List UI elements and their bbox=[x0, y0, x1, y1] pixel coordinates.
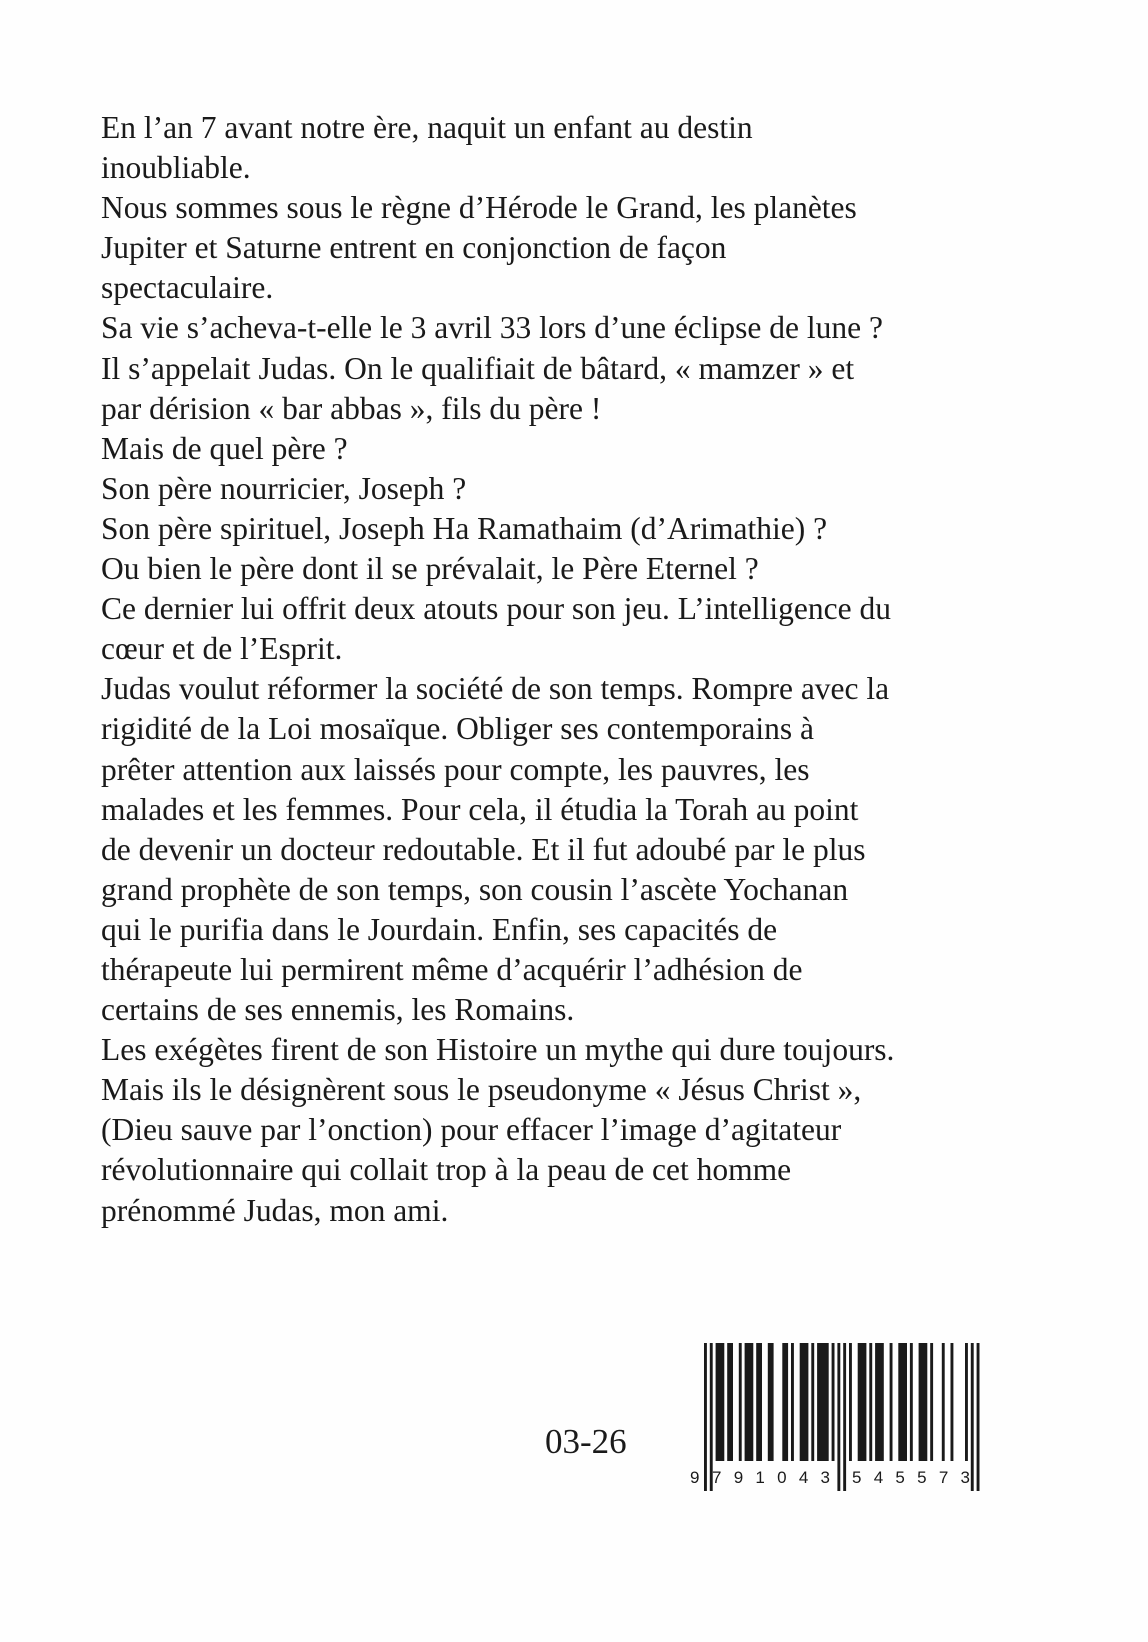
barcode-bar bbox=[930, 1343, 933, 1461]
barcode-guard-bar bbox=[971, 1343, 974, 1491]
blurb-line: Judas voulut réformer la société de son temps. Rompre avec la bbox=[101, 671, 890, 707]
barcode-guard-bar bbox=[843, 1343, 846, 1491]
barcode-bar bbox=[739, 1343, 742, 1461]
blurb-line: spectaculaire. bbox=[101, 270, 274, 306]
barcode-guard-bar bbox=[977, 1343, 980, 1491]
blurb-line: rigidité de la Loi mosaïque. Obliger ses contemporains à bbox=[101, 711, 814, 747]
barcode-guard-bar bbox=[837, 1343, 840, 1491]
barcode-bar bbox=[756, 1343, 762, 1461]
barcode-bar bbox=[727, 1343, 733, 1461]
barcode-left-digits: 791043 bbox=[712, 1468, 830, 1487]
back-cover-blurb bbox=[101, 108, 1121, 1231]
barcode-bar bbox=[817, 1343, 829, 1461]
barcode-lead-digit: 9 bbox=[690, 1468, 700, 1487]
blurb-line: thérapeute lui permirent même d’acquérir l’adhésion de bbox=[101, 951, 803, 987]
blurb-line: inoubliable. bbox=[101, 150, 251, 186]
blurb-line: Son père nourricier, Joseph ? bbox=[101, 470, 467, 506]
blurb-line: cœur et de l’Esprit. bbox=[101, 631, 343, 667]
barcode-bar bbox=[890, 1343, 893, 1461]
barcode-bar bbox=[910, 1343, 913, 1461]
blurb-line: Sa vie s’acheva-t-elle le 3 avril 33 lors d’une éclipse de lune ? bbox=[101, 310, 883, 346]
blurb-line: malades et les femmes. Pour cela, il étudia la Torah au point bbox=[101, 791, 859, 827]
barcode-bar bbox=[768, 1343, 774, 1461]
blurb-line: Nous sommes sous le règne d’Hérode le Grand, les planètes bbox=[101, 190, 857, 226]
barcode-bar bbox=[919, 1343, 928, 1461]
barcode-bar bbox=[791, 1343, 794, 1461]
barcode-bar bbox=[782, 1343, 788, 1461]
blurb-line: de devenir un docteur redoutable. Et il fut adoubé par le plus bbox=[101, 831, 866, 867]
blurb-line: prénommé Judas, mon ami. bbox=[101, 1192, 449, 1228]
blurb-line: prêter attention aux laissés pour compte, les pauvres, les bbox=[101, 751, 810, 787]
blurb-line: certains de ses ennemis, les Romains. bbox=[101, 992, 575, 1028]
barcode-bar bbox=[811, 1343, 814, 1461]
barcode-bar bbox=[716, 1343, 725, 1461]
barcode-right-digits: 545573 bbox=[852, 1468, 970, 1487]
barcode-digits bbox=[690, 1468, 970, 1487]
barcode-bar bbox=[849, 1343, 852, 1461]
barcode-bar bbox=[858, 1343, 867, 1461]
barcode-bar bbox=[942, 1343, 945, 1461]
barcode-bar bbox=[965, 1343, 968, 1461]
isbn-barcode bbox=[690, 1343, 995, 1493]
blurb-line: révolutionnaire qui collait trop à la peau de cet homme bbox=[101, 1152, 792, 1188]
barcode-bar bbox=[869, 1343, 872, 1461]
barcode-bar bbox=[951, 1343, 954, 1461]
barcode-graphic bbox=[690, 1343, 995, 1493]
blurb-line: par dérision « bar abbas », fils du père ! bbox=[101, 390, 602, 426]
blurb-line: (Dieu sauve par l’onction) pour effacer l’image d’agitateur bbox=[101, 1112, 842, 1148]
barcode-bar bbox=[800, 1343, 809, 1461]
blurb-line: Son père spirituel, Joseph Ha Ramathaim (d’Arimathie) ? bbox=[101, 510, 828, 546]
barcode-guard-bar bbox=[704, 1343, 707, 1491]
price-code: 03-26 bbox=[545, 1422, 627, 1461]
blurb-line: En l’an 7 avant notre ère, naquit un enfant au destin bbox=[101, 110, 753, 145]
blurb-line: Ou bien le père dont il se prévalait, le Père Eternel ? bbox=[101, 551, 759, 587]
blurb-line: grand prophète de son temps, son cousin l’ascète Yochanan bbox=[101, 871, 849, 907]
blurb-line: Mais ils le désignèrent sous le pseudonyme « Jésus Christ », bbox=[101, 1072, 862, 1108]
blurb-line: Mais de quel père ? bbox=[101, 430, 348, 466]
barcode-bar bbox=[832, 1343, 835, 1461]
blurb-line: Il s’appelait Judas. On le qualifiait de bâtard, « mamzer » et bbox=[101, 350, 855, 386]
barcode-bar bbox=[745, 1343, 754, 1461]
barcode-bar bbox=[875, 1343, 884, 1461]
blurb-line: Jupiter et Saturne entrent en conjonction de façon bbox=[101, 230, 727, 266]
blurb-line: qui le purifia dans le Jourdain. Enfin, ses capacités de bbox=[101, 911, 778, 947]
blurb-line: Ce dernier lui offrit deux atouts pour son jeu. L’intelligence du bbox=[101, 591, 891, 627]
blurb-line: Les exégètes firent de son Histoire un mythe qui dure toujours. bbox=[101, 1032, 895, 1068]
barcode-bar bbox=[898, 1343, 907, 1461]
